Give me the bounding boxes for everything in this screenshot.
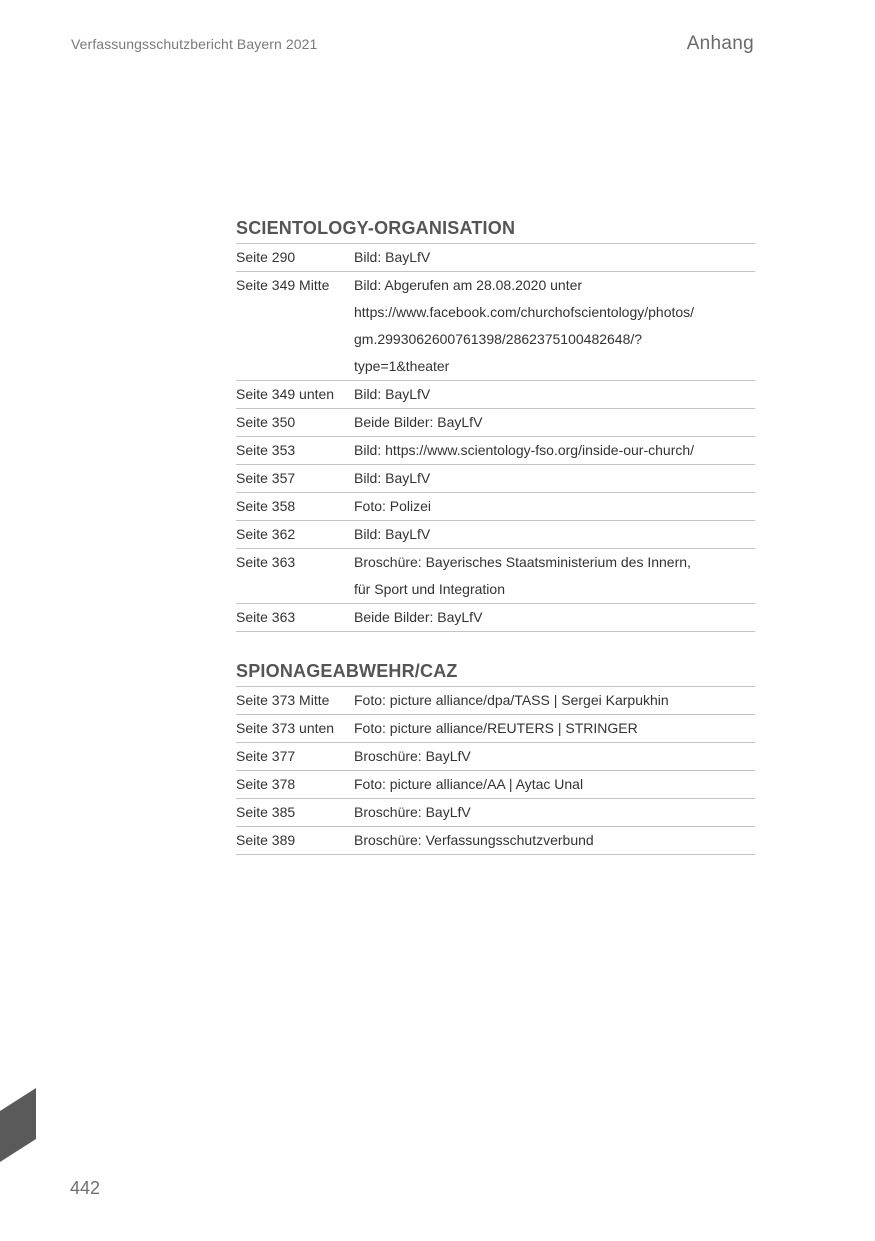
credit-row — [236, 381, 755, 409]
credit-page-ref: Seite 349 Mitte — [236, 277, 330, 293]
credit-row — [236, 493, 755, 521]
credit-line: Bild: https://www.scientology-fso.org/inside-our-church/ — [354, 442, 695, 458]
credit-line: Bild: BayLfV — [354, 526, 431, 542]
credit-page-ref: Seite 373 Mitte — [236, 692, 330, 708]
credit-row — [236, 521, 755, 549]
credit-row — [236, 244, 755, 272]
credit-line: Beide Bilder: BayLfV — [354, 414, 483, 430]
credit-row — [236, 687, 755, 715]
credit-rows — [236, 687, 755, 855]
credit-source — [354, 743, 755, 770]
credit-source — [354, 437, 755, 464]
credit-line: https://www.facebook.com/churchofscientology/photos/ — [354, 304, 695, 320]
credit-source — [354, 521, 755, 548]
credit-row — [236, 437, 755, 465]
credit-source — [354, 604, 755, 631]
edge-marker-shape — [0, 1088, 36, 1162]
credit-source — [354, 799, 755, 826]
credit-line: Foto: picture alliance/REUTERS | STRINGER — [354, 720, 638, 736]
credit-line: Beide Bilder: BayLfV — [354, 609, 483, 625]
section-spionageabwehr — [236, 659, 755, 855]
credit-line: Broschüre: BayLfV — [354, 804, 471, 820]
credit-source — [354, 771, 755, 798]
credit-line: Bild: BayLfV — [354, 386, 431, 402]
credit-page-ref: Seite 357 — [236, 470, 296, 486]
credit-page-ref: Seite 363 — [236, 554, 296, 570]
credit-page-ref: Seite 362 — [236, 526, 296, 542]
credit-page-ref: Seite 350 — [236, 414, 296, 430]
credit-source — [354, 244, 755, 271]
credit-source — [354, 381, 755, 408]
credit-line: Foto: picture alliance/AA | Aytac Unal — [354, 776, 584, 792]
credit-line: Bild: BayLfV — [354, 249, 431, 265]
credit-line: type=1&theater — [354, 358, 450, 374]
credit-line: Foto: picture alliance/dpa/TASS | Sergei Karpukhin — [354, 692, 669, 708]
credit-line: gm.2993062600761398/2862375100482648/? — [354, 331, 643, 347]
chapter-title: Anhang — [686, 33, 754, 54]
credit-row — [236, 549, 755, 604]
credit-row — [236, 272, 755, 381]
credit-line: Broschüre: Verfassungsschutzverbund — [354, 832, 594, 848]
credit-row — [236, 743, 755, 771]
running-header-title: Verfassungsschutzbericht Bayern 2021 — [71, 36, 318, 52]
section-title: SPIONAGEABWEHR/CAZ — [236, 659, 755, 687]
credit-line: Bild: BayLfV — [354, 470, 431, 486]
credit-source — [354, 549, 755, 603]
credit-line: Bild: Abgerufen am 28.08.2020 unter — [354, 277, 583, 293]
credit-line: Foto: Polizei — [354, 498, 432, 514]
credit-source — [354, 715, 755, 742]
credit-page-ref: Seite 378 — [236, 776, 296, 792]
credit-page-ref: Seite 353 — [236, 442, 296, 458]
credit-page-ref: Seite 377 — [236, 748, 296, 764]
page-number: 442 — [70, 1178, 101, 1198]
page-edge-marker — [0, 1088, 36, 1162]
credit-source — [354, 465, 755, 492]
credit-source — [354, 409, 755, 436]
credit-page-ref: Seite 349 unten — [236, 386, 335, 402]
credit-row — [236, 409, 755, 437]
credit-page-ref: Seite 363 — [236, 609, 296, 625]
credit-source — [354, 687, 755, 714]
credit-line: für Sport und Integration — [354, 581, 505, 597]
credit-row — [236, 604, 755, 632]
credit-source — [354, 827, 755, 854]
credit-line: Broschüre: BayLfV — [354, 748, 471, 764]
credit-row — [236, 465, 755, 493]
credit-page-ref: Seite 358 — [236, 498, 296, 514]
credit-row — [236, 799, 755, 827]
credit-row — [236, 771, 755, 799]
credit-page-ref: Seite 373 unten — [236, 720, 335, 736]
credit-line: Broschüre: Bayerisches Staatsministerium des Innern, — [354, 554, 691, 570]
credit-source — [354, 272, 755, 380]
credit-page-ref: Seite 385 — [236, 804, 296, 820]
section-scientology — [236, 216, 755, 632]
credit-rows — [236, 244, 755, 632]
section-title: SCIENTOLOGY-ORGANISATION — [236, 216, 755, 244]
image-credits-list — [236, 216, 755, 855]
credit-row — [236, 715, 755, 743]
credit-page-ref: Seite 290 — [236, 249, 296, 265]
credit-page-ref: Seite 389 — [236, 832, 296, 848]
credit-row — [236, 827, 755, 855]
credit-source — [354, 493, 755, 520]
